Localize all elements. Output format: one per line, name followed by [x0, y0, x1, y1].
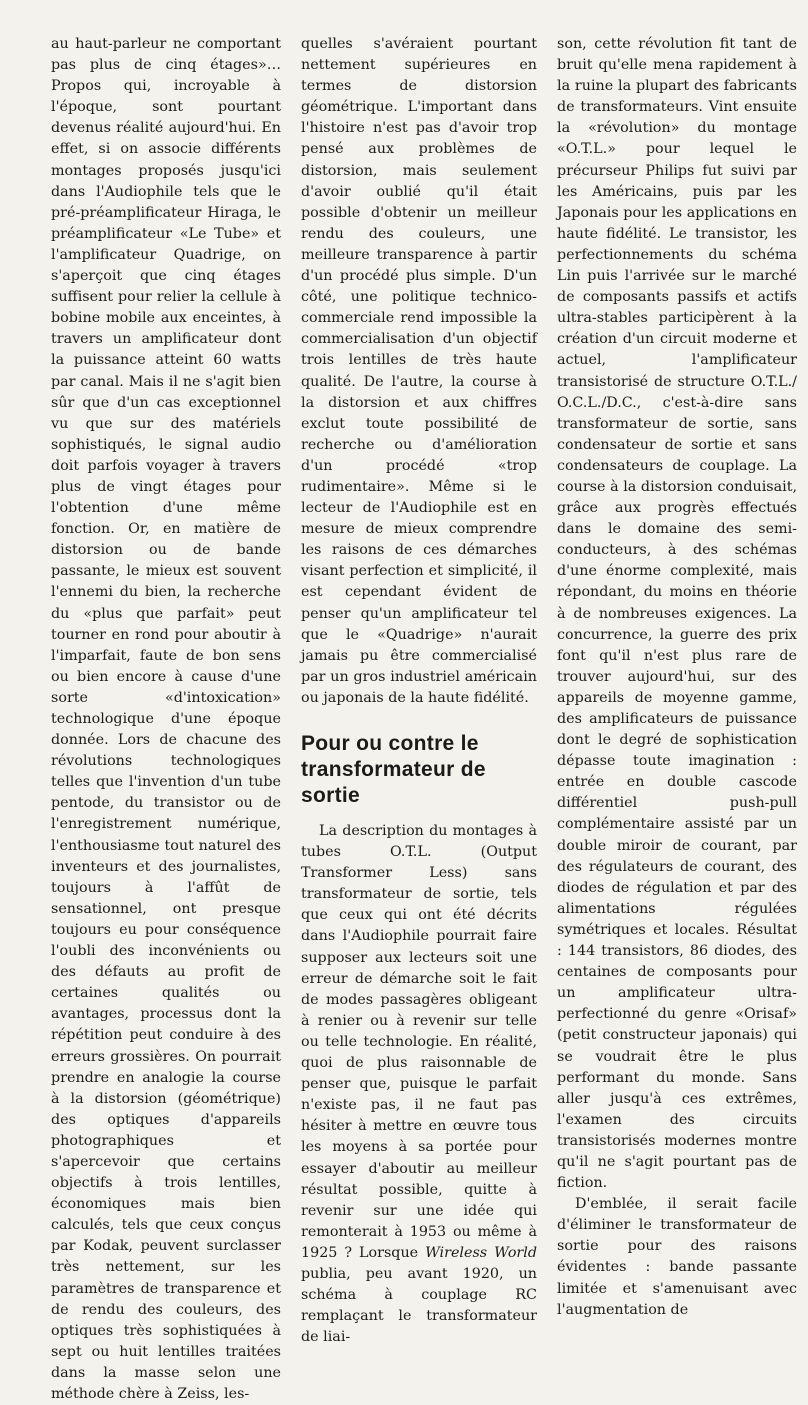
- text-column-1: [51, 34, 281, 1405]
- text-column-2: [301, 34, 537, 1348]
- paragraph: D'emblée, il serait facile d'éliminer le transformateur de sortie pour des raisons évidentes : bande passante limitée et s'amenuisant avec l'augmentation de: [557, 1196, 797, 1318]
- paragraph-text: La description du montages à tubes O.T.L. (Output Transformer Less) sans transformateur de sortie, tels que ceux qui ont été décrits dans l'Audiophile pourrait faire supposer aux lecteurs soit une erreur de démarche soit le fait de modes passagères obligeant à renier ou à revenir sur telle ou telle technologie. En réalité, quoi de plus raisonnable de penser que, puisque le parfait n'existe pas, il ne faut pas hésiter à mettre en œuvre tous les moyens à sa portée pour essayer d'aboutir au meilleur résultat possible, quitte à revenir sur une idée qui remonterait à 1953 ou même à 1925 ? Lorsque: [301, 823, 537, 1261]
- paragraph: quelles s'avéraient pourtant nettement supérieures en termes de distorsion géométrique. L'important dans l'histoire n'est pas d'avoir trop pensé aux problèmes de distorsion, mais seulement d'avoir oublié qu'il était possible d'obtenir un meilleur rendu des couleurs, une meilleure transparence à partir d'un procédé plus simple. D'un côté, une politique technico-commerciale rend impossible la commercialisation d'un objectif trois lentilles de très haute qualité. De l'autre, la course à la distorsion et aux chiffres exclut toute possibilité de recherche ou d'amélioration d'un procédé «trop rudimentaire». Même si le lecteur de l'Audiophile est en mesure de mieux comprendre les raisons de ces démarches visant perfection et simplicité, il est cependant évident de penser qu'un amplificateur tel que le «Quadrige» n'aurait jamais pu être commercialisé par un gros industriel américain ou japonais de la haute fidélité.: [301, 36, 537, 706]
- publication-title: Wireless World: [425, 1244, 537, 1261]
- section-heading: Pour ou contre le transformateur de sortie: [301, 732, 486, 807]
- text-column-3: [557, 34, 797, 1321]
- paragraph: son, cette révolution fit tant de bruit qu'elle mena rapidement à la ruine la plupart des fabricants de transformateurs. Vint ensuite la «révolution» du montage «O.T.L.» pour lequel le précurseur Philips fut suivi par les Américains, puis par les Japonais pour les applications en haute fidélité. Le transistor, les perfectionnements du schéma Lin puis l'arrivée sur le marché de composants passifs et actifs ultra-stables participèrent à la création d'un circuit moderne et actuel, l'amplificateur transistorisé de structure O.T.L./ O.C.L./D.C., c'est-à-dire sans transformateur de sortie, sans condensateur de sortie et sans condensateurs de couplage. La course à la distorsion conduisait, grâce aux progrès effectués dans le domaine des semi-conducteurs, à des schémas d'une énorme complexité, mais répondant, du moins en théorie à de nombreuses exigences. La concurrence, la guerre des prix font qu'il n'est plus rare de trouver aujourd'hui, sur des appareils de moyenne gamme, des amplificateurs de puissance dont le degré de sophistication dépasse toute imagination : entrée en double cascode différentiel push-pull complémentaire assisté par un double miroir de courant, par des régulateurs de courant, des diodes de régulation et par des alimentations régulées symétriques et locales. Résultat : 144 transistors, 86 diodes, des centaines de composants pour un amplificateur ultra-perfectionné du genre «Orisaf» (petit constructeur japonais) qui se voudrait être le plus performant du monde. Sans aller jusqu'à ces extrêmes, l'examen des circuits transistorisés modernes montre qu'il ne s'agit pourtant pas de fiction.: [557, 36, 797, 1192]
- paragraph-text: publia, peu avant 1920, un schéma à couplage RC remplaçant le transformateur de liai-: [301, 1265, 537, 1346]
- paragraph: [301, 821, 537, 1348]
- paragraph: au haut-parleur ne comportant pas plus de cinq étages»… Propos qui, incroyable à l'époque, sont pourtant devenus réalité aujourd'hui. En effet, si on associe différents montages proposés jusqu'ici dans l'Audiophile tels que le pré-préamplificateur Hiraga, le préamplificateur «Le Tube» et l'amplificateur Quadrige, on s'aperçoit que cinq étages suffisent pour relier la cellule à bobine mobile aux enceintes, à travers un amplificateur dont la puissance atteint 60 watts par canal. Mais il ne s'agit bien sûr que d'un cas exceptionnel vu que sur des matériels sophistiqués, le signal audio doit parfois voyager à travers plus de vingt étages pour l'obtention d'une même fonction. Or, en matière de distorsion ou de bande passante, le mieux est souvent l'ennemi du bien, la recherche du «plus que parfait» peut tourner en rond pour aboutir à l'imparfait, faute de bon sens ou bien encore à cause d'une sorte «d'intoxication» technologique d'une époque donnée. Lors de chacune des révolutions technologiques telles que l'invention d'un tube pentode, du transistor ou de l'enregistrement numérique, l'enthousiasme tout naturel des inventeurs et des journalistes, toujours à l'affût de sensationnel, ont presque toujours eu pour conséquence l'oubli des inconvénients ou des défauts au profit de certaines qualités ou avantages, processus dont la répétition peut conduire à des erreurs grossières. On pourrait prendre en analogie la course à la distorsion (géométrique) des optiques d'appareils photographiques et s'apercevoir que certains objectifs à trois lentilles, économiques mais bien calculés, tels que ceux conçus par Kodak, peuvent surclasser très nettement, sur les paramètres de transparence et de rendu des couleurs, des optiques très sophistiquées à sept ou huit lentilles traitées dans la masse selon une méthode chère à Zeiss, les-: [51, 36, 281, 1402]
